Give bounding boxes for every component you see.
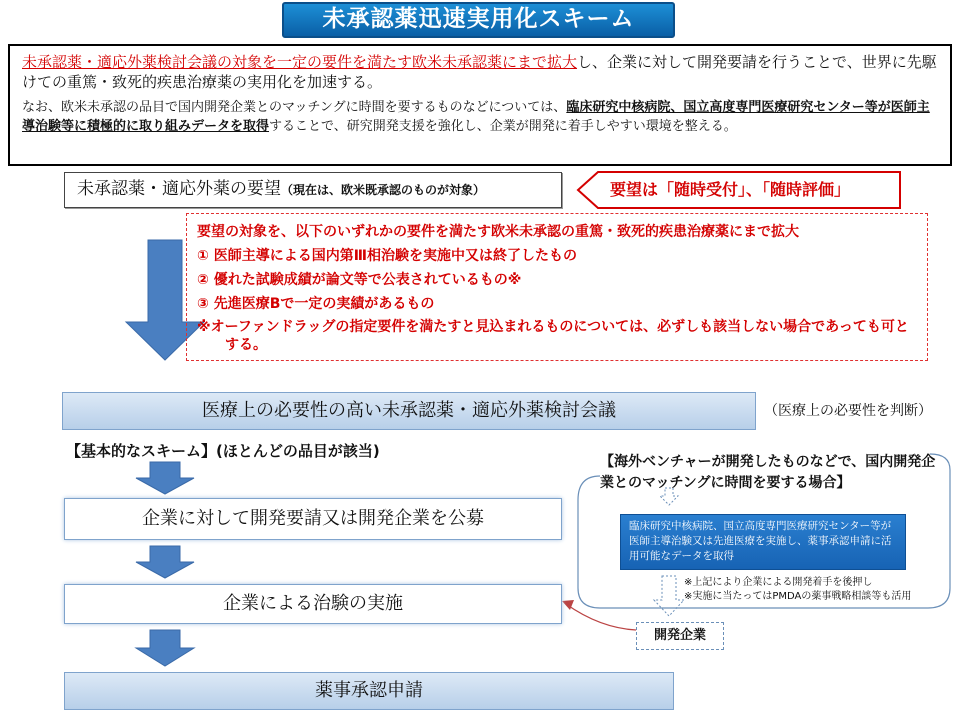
council-note: （医療上の必要性を判断）	[764, 403, 932, 419]
down-arrow-2	[136, 546, 194, 578]
council-box: 医療上の必要性の高い未承認薬・適応外薬検討会議	[62, 392, 756, 430]
dev-company-box: 開発企業	[636, 622, 724, 650]
summary-text: し、企業に対して開発要請を行うことで、世界に先駆けての重篤・致死的疾患治療薬の実用化を加速する。	[22, 53, 937, 91]
callout-text: 要望は「随時受付」、「随時評価」	[610, 180, 851, 199]
dashed-arrow-large	[654, 576, 684, 616]
page-title: 未承認薬迅速実用化スキーム	[282, 2, 675, 38]
research-center-box: 臨床研究中核病院、国立高度専門医療研究センター等が医師主導治験又は先進医療を実施し、薬事承認申請に活用可能なデータを取得	[620, 514, 906, 570]
step-approval-application: 薬事承認申請	[64, 672, 674, 710]
overseas-note-2: ※実施に当たってはPMDAの薬事戦略相談等も活用	[684, 591, 912, 602]
step-clinical-trial: 企業による治験の実施	[64, 584, 562, 624]
down-arrow-1	[136, 462, 194, 494]
summary-paragraph-1	[22, 52, 940, 92]
request-label: 未承認薬・適応外薬の要望	[77, 179, 281, 199]
callout	[574, 170, 902, 210]
overseas-label: 【海外ベンチャーが開発したものなどで、国内開発企業とのマッチングに時間を要する場合】	[600, 454, 936, 491]
summary-p2-end: することで、研究開発支援を強化し、企業が開発に着手しやすい環境を整える。	[269, 119, 737, 134]
step-development-request: 企業に対して開発要請又は開発企業を公募	[64, 498, 562, 540]
summary-paragraph-2	[22, 98, 940, 136]
summary-highlight: 未承認薬・適応外薬検討会議の対象を一定の要件を満たす欧米未承認薬にまで拡大	[22, 53, 578, 71]
basic-scheme-label: 【基本的なスキーム】(ほとんどの品目が該当)	[66, 442, 380, 460]
summary-p2-bold: 臨床研究中核病院、国立高度専門医療研究センター等が医師主導治験等に積極的に取り組みデータを取得	[22, 100, 930, 134]
criteria-item-2: ② 優れた試験成績が論文等で公表されているもの※	[197, 272, 522, 288]
summary-box	[8, 44, 952, 166]
request-box	[64, 172, 562, 208]
criteria-item-1: ① 医師主導による国内第Ⅲ相治験を実施中又は終了したもの	[197, 248, 577, 264]
criteria-item-3: ③ 先進医療Bで一定の実績があるもの	[197, 296, 435, 312]
request-note: （現在は、欧米既承認のものが対象）	[281, 183, 486, 197]
overseas-note-1: ※上記により企業による開発着手を後押し	[684, 577, 873, 588]
criteria-heading: 要望の対象を、以下のいずれかの要件を満たす欧米未承認の重篤・致死的疾患治療薬にまで拡大	[197, 224, 799, 240]
criteria-box	[186, 213, 928, 361]
overseas-notes	[684, 576, 911, 604]
down-arrow-3	[136, 630, 194, 666]
criteria-note: ※オーファンドラッグの指定要件を満たすと見込まれるものについては、必ずしも該当しない場合であっても可とする。	[197, 319, 909, 353]
summary-p2-start: なお、欧米未承認の品目で国内開発企業とのマッチングに時間を要するものなどについては、	[22, 100, 567, 115]
